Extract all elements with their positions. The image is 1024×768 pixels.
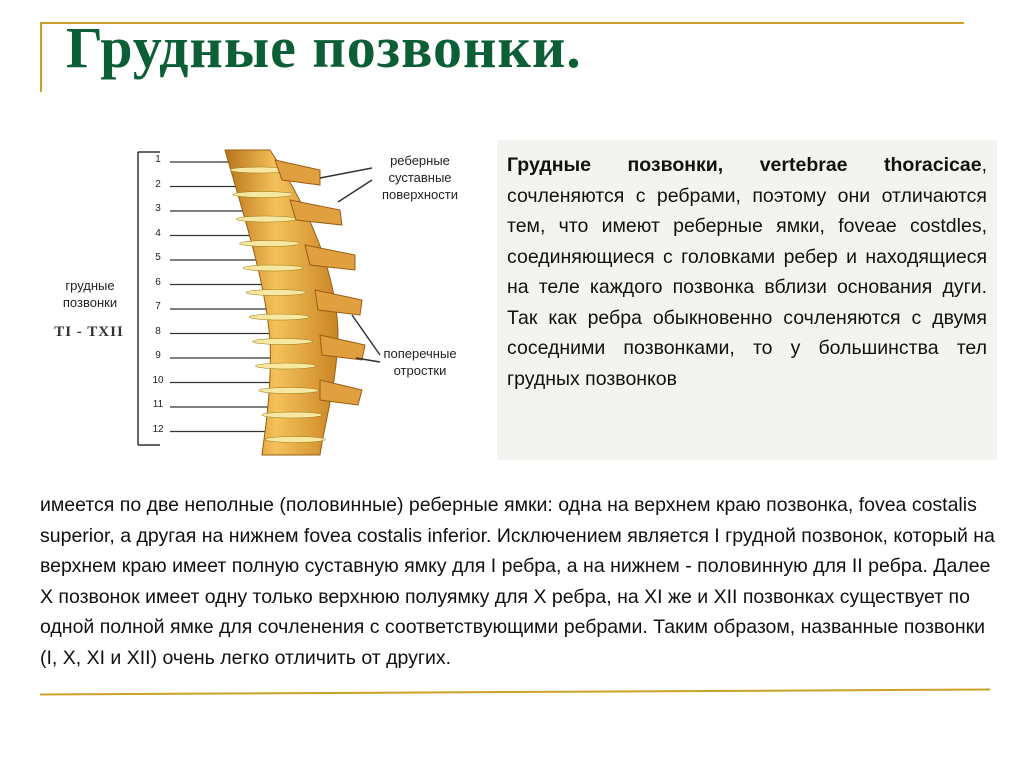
intervertebral-disc xyxy=(265,437,325,443)
vertebra-number: 7 xyxy=(155,301,161,312)
vertebra-number: 9 xyxy=(155,350,161,361)
intervertebral-disc xyxy=(240,241,300,247)
intervertebral-disc xyxy=(259,388,319,394)
label-range: TI - TXII xyxy=(54,324,124,340)
intervertebral-disc xyxy=(246,290,306,296)
slide-title: Грудные позвонки. xyxy=(66,15,582,80)
label-thoracic-vertebrae: грудные позвонки xyxy=(62,278,118,310)
spine-figure xyxy=(20,140,500,470)
label-transverse-processes: поперечные отростки xyxy=(383,346,457,378)
vertebra-number: 4 xyxy=(155,227,161,239)
vertebra-number: 6 xyxy=(155,276,161,288)
vertebra-number: 11 xyxy=(152,399,164,410)
vertebra-number: 3 xyxy=(155,203,161,214)
intervertebral-disc xyxy=(233,192,293,198)
intervertebral-disc xyxy=(256,363,316,369)
vertebra-number: 5 xyxy=(155,252,161,263)
vertebra-number: 10 xyxy=(152,374,164,386)
intervertebral-disc xyxy=(252,339,312,345)
continuation-text: имеется по две неполные (половинные) реберные ямки: одна на верхнем краю позвонка, fovea costalis superior, а другая на нижнем fovea costalis inferior. Исключением является I грудной позвонок, который на верхнем краю имеет полную суставную ямку для I ребра, а на нижнем - половинную для II ребра. Далее X позвонок имеет одну только верхнюю полуямку для X ребра, на XI же и XII позвонках существует по одной полной ямке для сочленения с соответствующими ребрами. Таким образом, названные позвонки (I, X, XI и XII) очень легко отличить от других. xyxy=(40,494,995,669)
label-rib-facets: реберные суставные поверхности xyxy=(382,153,458,202)
intervertebral-disc xyxy=(243,265,303,271)
intervertebral-disc xyxy=(262,412,322,418)
vertebra-number: 1 xyxy=(155,154,161,165)
vertebra-number: 8 xyxy=(155,325,161,337)
title-rule-vertical xyxy=(40,22,42,92)
description-lead: Грудные позвонки, vertebrae thoracicae xyxy=(507,154,982,176)
vertebra-number: 2 xyxy=(155,178,161,190)
intervertebral-disc xyxy=(249,314,309,320)
intervertebral-disc xyxy=(236,216,296,222)
description-box xyxy=(497,140,997,460)
vertebra-number: 12 xyxy=(152,423,164,435)
decorative-underline xyxy=(40,689,990,696)
description-text: , сочленяются с ребрами, поэтому они отличаются тем, что имеют реберные ямки, foveae costdles, соединяющиеся с головками ребер и находящиеся на теле каждого позвонка вблизи основания дуги. Так как ребра обыкновенно сочленяются с двумя соседними позвонками, то у большинства тел грудных позвонков xyxy=(507,154,987,390)
